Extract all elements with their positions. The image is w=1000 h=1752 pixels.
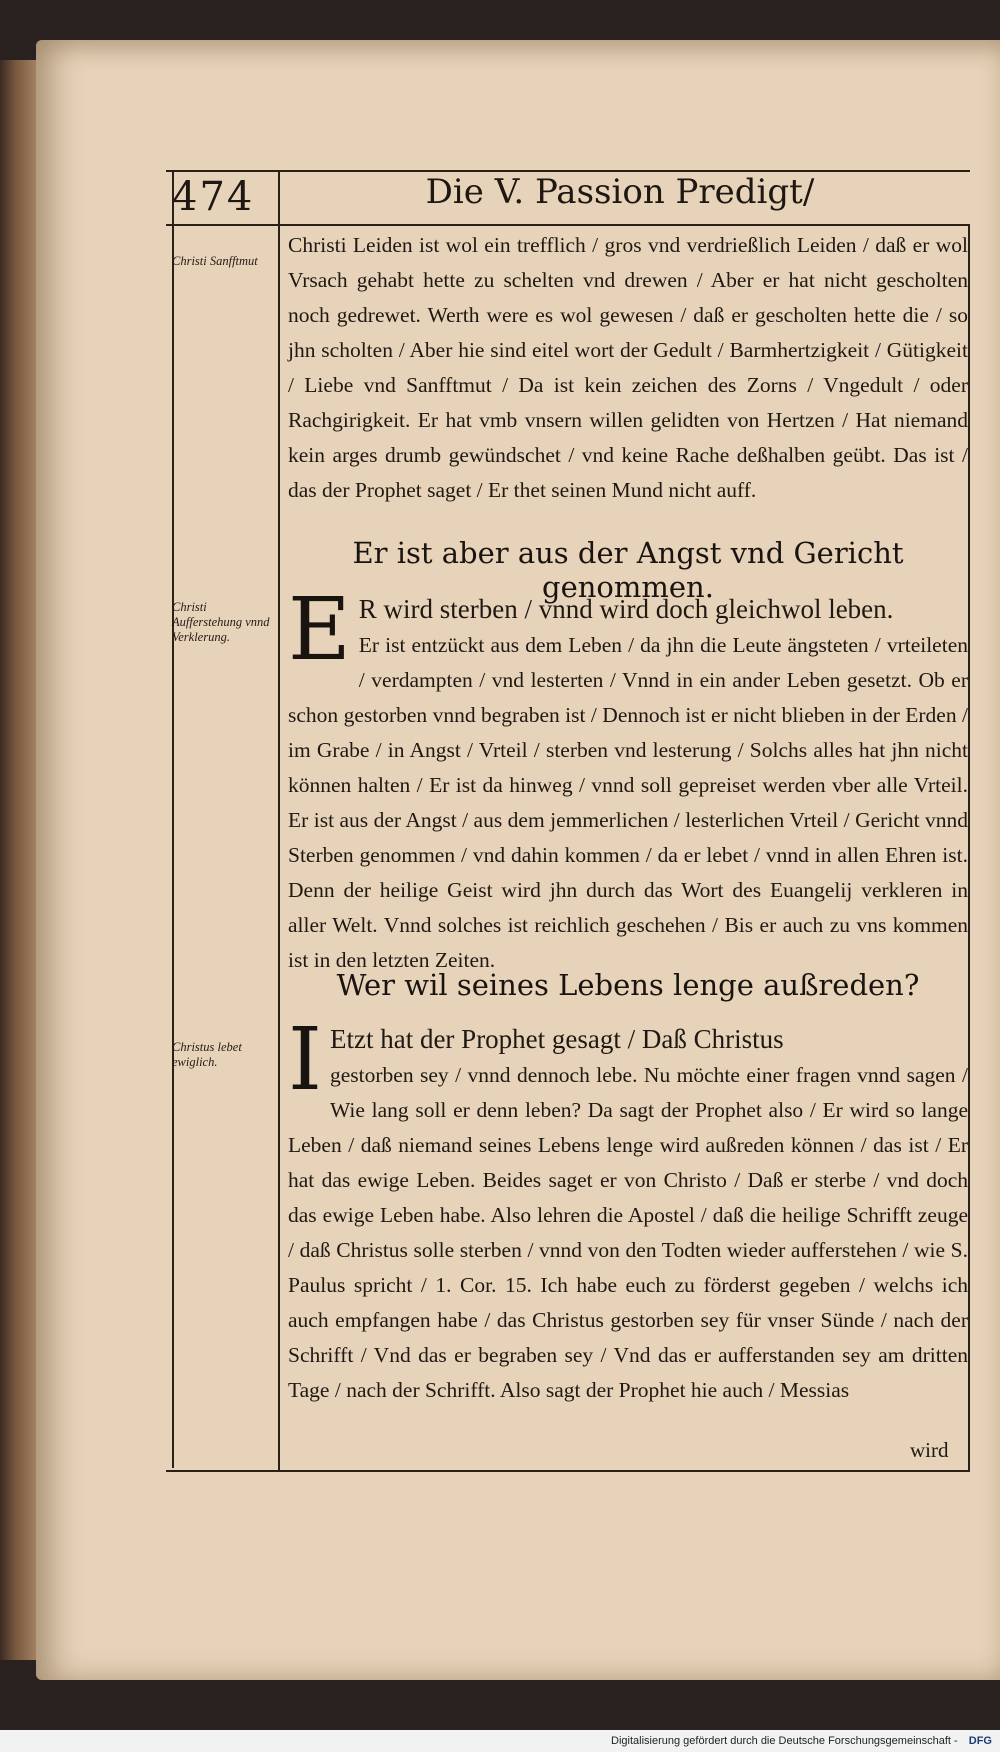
header-rule [166, 224, 970, 226]
right-rule [968, 224, 970, 1470]
dfg-logo: DFG [968, 1735, 992, 1747]
page-number: 474 [172, 174, 255, 220]
bottom-rule [166, 1470, 970, 1472]
margin-note: Christi Sanfftmut [172, 254, 258, 268]
drop-initial: I [288, 1010, 322, 1110]
text-block-3 [288, 1010, 968, 1408]
footer-credit: Digitalisierung gefördert durch die Deutsche Forschungsgemeinschaft - [611, 1735, 958, 1747]
section-heading-block [288, 968, 968, 1002]
catchword: wird [910, 1438, 949, 1462]
paragraph: Christi Leiden ist wol ein trefflich / gros vnd verdrießlich Leiden / daß er wol Vrsach gehabt hette zu schelten vnd drewen / Aber er hat nicht gescholten noch gedrewet. Werth were es wol gewesen / daß er gescholten hette die / so jhn scholten / Aber hie sind eitel wort der Gedult / Barmhertzigkeit / Gütigkeit / Liebe vnd Sanfftmut / Da ist kein zeichen des Zorns / Vngedult / oder Rachgirigkeit. Er hat vmb vnsern willen gelidten von Hertzen / Hat niemand kein arges drumb gewündschet / vnd keine Rache deßhalben geübt. Das ist / das der Prophet saget / Er thet seinen Mund nicht auff. [288, 233, 968, 502]
text-block-2 [288, 580, 968, 978]
margin-note: Christus lebet ewiglich. [172, 1040, 242, 1069]
lead-line: R wird sterben / vnnd wird doch gleichwol leben. [358, 594, 894, 624]
section-heading: Wer wil seines Lebens lenge außreden? [336, 968, 920, 1002]
paragraph: Er ist entzückt aus dem Leben / da jhn die Leute ängsteten / vrteileten / verdampten / vnd lesterten / Vnnd in ein ander Leben gesetzt. Ob er schon gestorben vnnd begraben ist / Dennoch ist er nicht blieben in der Erden / im Grabe / in Angst / Vrteil / sterben vnd lesterung / Solchs alles hat jhn nicht können halten / Er ist da hinweg / vnnd soll gepreiset werden vber alle Vrteil. Er ist aus der Angst / aus dem jemmerlichen / lesterlichen Vrteil / Gericht vnnd Sterben genommen / vnd dahin kommen / da er lebet / vnnd in allen Ehren ist. Denn der heilige Geist wird jhn durch das Wort des Euangelij verkleren in aller Welt. Vnnd solches ist reichlich geschehen / Bis er auch zu vns kommen ist in den letzten Zeiten. [288, 633, 968, 972]
left-rule [172, 172, 174, 1468]
margin-note: Christi Aufferstehung vnnd Verklerung. [172, 600, 270, 644]
running-head: Die V. Passion Predigt/ [425, 172, 815, 212]
margin-column-rule [278, 172, 280, 1470]
text-block-1 [288, 228, 968, 508]
book-edge [0, 60, 40, 1660]
drop-initial: E [288, 580, 351, 680]
digitization-footer [0, 1730, 1000, 1752]
lead-line: Etzt hat der Prophet gesagt / Daß Christus [329, 1024, 784, 1054]
section-heading: Er ist aber aus der Angst vnd Gericht genommen. [352, 536, 904, 604]
paragraph: gestorben sey / vnnd dennoch lebe. Nu möchte einer fragen vnnd sagen / Wie lang soll er denn leben? Da sagt der Prophet also / Er wird so lange Leben / daß niemand seines Lebens lenge wird außreden können / das ist / Er hat das ewige Leben. Beides saget er von Christo / Daß er sterbe / vnd doch das ewige Leben habe. Also lehren die Apostel / daß die heilige Schrifft zeuge / daß Christus solle sterben / vnnd von den Todten wieder aufferstehen / wie S. Paulus spricht / 1. Cor. 15. Ich habe euch zu förderst gegeben / welchs ich auch empfangen habe / das Christus gestorben sey für vnser Sünde / nach der Schrifft / Vnd das er begraben sey / Vnd das er aufferstanden sey am dritten Tage / nach der Schrifft. Also sagt der Prophet hie auch / Messias [288, 1063, 968, 1402]
